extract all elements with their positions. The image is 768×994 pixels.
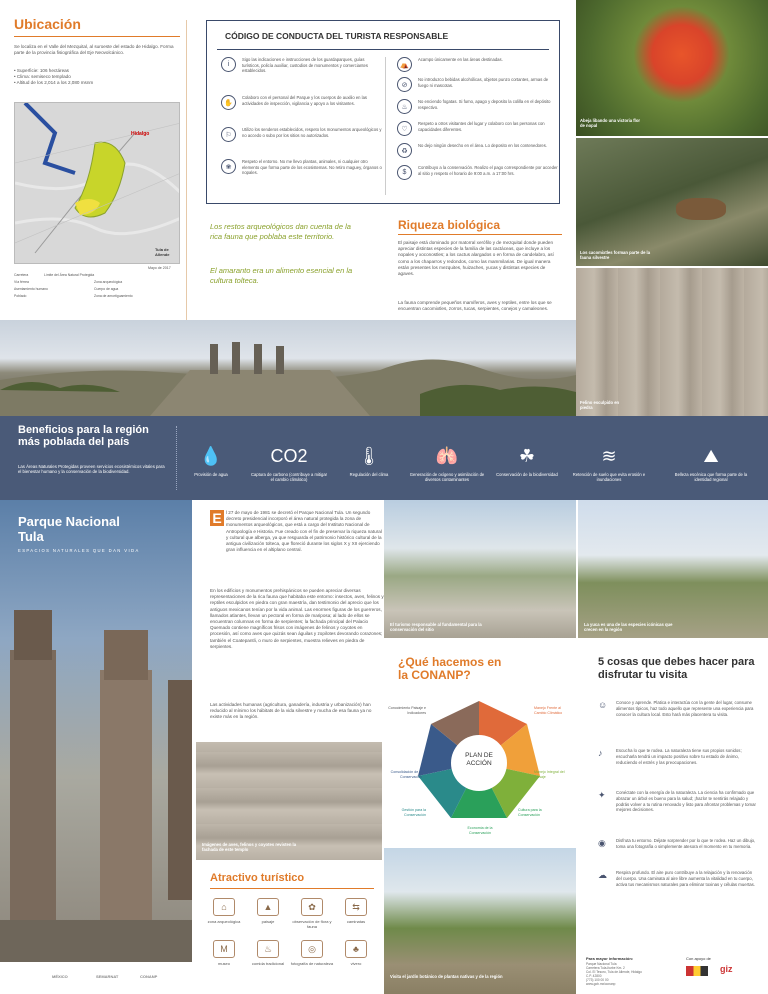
benefit-biodiversity-label: Conservación de la biodiversidad <box>496 472 558 477</box>
code-text-left-2: Colaboro con el personal del Parque y los cuerpos de auxilio en las actividades de inspección, vigilancia y apoyo a los visitantes. <box>242 95 368 106</box>
footer-partners: Con apoyo de <box>686 956 711 961</box>
five-item-4 <box>598 838 758 850</box>
quote-amaranth: El amaranto era un alimento esencial en la cultura tolteca. <box>210 266 353 285</box>
parque-p1: l 27 de mayo de 1981 se decretó el Parque Nacional Tula. Un segundo decreto presidencial incorporó el área natural protegida la zona de monumentos arqueológicos, que está a cargo del Instituto Nacional de Antropología e Historia. Fue creado con el fin de preservar la riqueza natural y cultural que alberga, ya que resguarda el patrimonio histórico cultural de la antigua civilización tolteca, que floreció durante los siglos X y XII ejerciendo gran influencia en el altiplano central. <box>226 510 382 553</box>
code-text-left-3: Utilizo los senderos establecidos, respeto los monumentos arqueológicos y no accedo o subo por los sitios no autorizados. <box>242 127 382 138</box>
cacomixtle-shape <box>676 198 726 220</box>
five-text-1: Conoce y aprende. Platica e interactúa con la gente del lugar, consume alimentos típicos, haz todo aquello que represente una experiencia para conocer la cultura local. Esto hará más placentera tu visita. <box>616 700 754 717</box>
code-item-left-3 <box>221 127 382 142</box>
five-item-3 <box>598 790 758 813</box>
photo-yucca <box>578 500 768 638</box>
bullet-surface: • Superficie: 106 hectáreas <box>14 68 69 73</box>
map-legend <box>14 272 180 312</box>
bullet-altitude: • Altitud de los 2,014 a los 2,080 msnm <box>14 80 94 86</box>
riqueza-p2: La fauna comprende pequeños mamíferos, aves y reptiles, entre los que se encuentran cacomixtles, zorros, tucas, serpientes, conejos y camaleones. <box>398 300 552 312</box>
ubicacion-bullets <box>14 68 182 87</box>
conanp-label-2: Manejo Frente al Cambio Climático <box>534 706 563 715</box>
attr-landscape-label: paisaje <box>261 919 275 924</box>
ubicacion-side-rule <box>186 20 187 320</box>
plant-icon: ❀ <box>221 159 236 174</box>
energy-icon: ✦ <box>598 790 606 800</box>
bullet-climate: • Clima: semiseco templado <box>14 74 71 80</box>
benefit-scenic <box>666 444 756 482</box>
five-item-1 <box>598 700 758 717</box>
code-text-right-2: No introduzco bebidas alcohólicas, objetos punzo cortantes, armas de fuego ni mascotas. <box>418 77 549 88</box>
code-of-conduct-box <box>206 20 560 204</box>
legend-buffer: Zona de amortiguamiento <box>94 294 133 298</box>
benefit-soil-label: Retención de suelo que evita erosión e inundaciones <box>572 472 646 483</box>
hiking-icon: ⇆ <box>345 898 367 916</box>
ubicacion-divider <box>14 36 180 37</box>
recycle-icon: ♻ <box>397 143 412 158</box>
benefit-soil <box>570 444 648 482</box>
five-text-5: Respira profundo. El aire puro contribuye a la relajación y la renovación del cuerpo. Una caminata al aire libre aumenta la vitalidad en tu cuerpo, activa tus mecanismos naturales para eliminar toxinas y células muertas. <box>616 870 755 887</box>
benefit-biodiversity <box>488 444 566 477</box>
photo-tourists <box>384 500 576 638</box>
code-item-left-4 <box>221 159 382 176</box>
legend-town: Poblado <box>14 294 27 298</box>
parque-subtitle: ESPACIOS NATURALES QUE DAN VIDA <box>18 548 140 553</box>
parque-title: Parque Nacional Tula <box>18 514 120 544</box>
pyramid-icon: ⌂ <box>213 898 235 916</box>
conanp-label-4: Cultura para la Conservación <box>518 808 542 817</box>
photo-feline-relief <box>576 268 768 416</box>
parque-dropcap: E <box>210 510 224 526</box>
legend-road: Carretera <box>14 273 29 277</box>
conanp-title: ¿Qué hacemos en la CONANP? <box>398 655 502 682</box>
photo-relief-wall <box>196 742 382 860</box>
benefits-text: Las Áreas Naturales Protegidas proveen servicios ecosistémicos vitales para el bienestar humano y la conservación de la biodiversidad. <box>18 464 165 475</box>
benefit-climate-label: Regulación del clima <box>349 472 389 477</box>
water-drop-icon: 💧 <box>199 446 223 466</box>
five-item-5 <box>598 870 758 887</box>
ear-icon: ♪ <box>598 748 603 758</box>
conanp-label-1: Conocimiento Paisaje e Indicadores <box>388 706 426 715</box>
code-item-right-5 <box>397 143 558 158</box>
map-city-label: Tula de Allende <box>155 247 170 257</box>
benefit-water <box>172 444 250 477</box>
logo-mexico: MÉXICO <box>52 974 68 979</box>
caption-garden: Visita el jardín botánico de plantas nativas y de la región <box>390 974 503 979</box>
attr-photography <box>290 940 334 966</box>
info-icon: i <box>221 57 236 72</box>
eye-icon: ◉ <box>598 838 606 848</box>
attr-archaeology <box>202 898 246 924</box>
attr-photography-label: fotografía de naturaleza <box>290 961 334 966</box>
photo-cactus-flower <box>576 0 768 136</box>
attr-flora-fauna-label: observación de flora y fauna <box>292 919 332 929</box>
legend-limit: Límite del Área Natural Protegida <box>44 273 95 277</box>
attr-museum-label: museo <box>217 961 230 966</box>
legend-water: Cuerpo de agua <box>94 287 119 291</box>
footer-info: Parque Nacional Tula Carretera Tula-Iturbe Km. 2 Col. El Tesoro, Tula de Allende, Hidalgo C.P. 42800 (773) 100 00 00 www.gob.mx/conanp <box>586 962 642 986</box>
five-text-4: Disfruta tu entorno. Déjate sorprender por lo que te rodea. Haz un dibujo, toma una fotografía o simplemente atesora el momento en tu memoria. <box>616 838 756 849</box>
thermometer-icon: 🌡 <box>357 446 381 466</box>
partner-flag-icon <box>686 966 708 976</box>
benefit-oxygen <box>408 444 486 482</box>
code-item-right-1 <box>397 57 558 72</box>
code-title: CÓDIGO DE CONDUCTA DEL TURISTA RESPONSABLE <box>225 31 449 41</box>
code-text-left-4: Respeto el entorno. No me llevo plantas, animales, ni cualquier otro elemento que forma parte de los ecosistemas. No retiro maguey, órganos o nopales. <box>242 159 382 176</box>
five-text-2: Escucha lo que te rodea. La naturaleza tiene sus propios sonidos; escucharla tendrá un impacto positivo sobre tu estado de ánimo, reduciendo el estrés y las preocupaciones. <box>616 748 742 765</box>
plant-nursery-icon: ♣ <box>345 940 367 958</box>
caption-cacomixtle: Los cacomixtles forman parte de la fauna silvestre <box>580 250 651 260</box>
lungs-icon: 🫁 <box>435 446 459 466</box>
code-item-left-1 <box>221 57 382 74</box>
conanp-label-6: Gestión para la Conservación <box>401 808 426 817</box>
attr-nursery-label: vivero <box>350 961 362 966</box>
food-icon: ♨ <box>257 940 279 958</box>
legend-archaeological: Zona arqueológica <box>94 280 123 284</box>
benefit-carbon-label: Captura de carbono (contribuye a mitigar el cambio climático) <box>250 472 328 483</box>
code-text-left-1: Sigo las indicaciones e instrucciones de los guardaparques, guías turísticos, policía auxiliar, custodios de monumentos y comerciantes establecidos. <box>242 57 368 74</box>
atractivo-divider <box>210 888 374 889</box>
attr-nursery <box>334 940 378 966</box>
partner-logos <box>686 964 756 984</box>
quote-fauna: Los restos arqueológicos dan cuenta de la rica fauna que poblaba este territorio. <box>210 222 351 241</box>
conanp-label-7: Consolidación de la Conservación <box>390 770 422 779</box>
attr-hiking <box>334 898 378 924</box>
photo-botanical-garden <box>384 848 576 994</box>
photo-tula-ruins <box>0 320 576 416</box>
attr-landscape <box>246 898 290 924</box>
fire-icon: ♨ <box>397 99 412 114</box>
ubicacion-title: Ubicación <box>14 16 81 32</box>
attr-flora-fauna <box>290 898 334 929</box>
payment-icon: $ <box>397 165 412 180</box>
attr-archaeology-label: zona arqueológica <box>207 919 241 924</box>
caption-tourism: El turismo responsable al fundamental para la conservación del sitio <box>390 622 482 632</box>
five-item-2 <box>598 748 758 765</box>
ubicacion-intro: Se localiza en el Valle del Mezquital, al suroeste del estado de Hidalgo. Forma parte de la provincia fisiográfica del Eje Neovolcánico. <box>14 44 174 56</box>
code-text-right-4: Respeto a otros visitantes del lugar y colaboro con las personas con capacidades diferentes. <box>418 121 545 132</box>
map-graphic <box>15 103 180 264</box>
plan-center-label: PLAN DE ACCIÓN <box>465 752 493 767</box>
camping-icon: ⛺ <box>397 57 412 72</box>
legend-settlement: Asentamiento humano <box>14 287 48 291</box>
benefit-scenic-label: Belleza escénica que forma parte de la identidad regional <box>674 472 748 483</box>
camera-icon: ◎ <box>301 940 323 958</box>
benefits-band <box>0 416 768 500</box>
photo-cacomixtle <box>576 138 768 266</box>
leaf-icon: ☘ <box>518 446 536 466</box>
conanp-label-5: Economía de la Conservación <box>467 826 493 835</box>
photo-atlantes <box>0 500 192 962</box>
attr-food-label: comida tradicional <box>251 961 285 966</box>
cinco-title: 5 cosas que debes hacer para disfrutar tu visita <box>598 656 755 681</box>
atractivo-title: Atractivo turístico <box>210 872 305 884</box>
waves-icon: ≋ <box>601 446 617 466</box>
heart-icon: ♡ <box>397 121 412 136</box>
riqueza-divider <box>398 234 562 235</box>
map-date: Mayo de 2017 <box>148 266 171 270</box>
caption-relief: Imágenes de aves, felinos y coyotes revisten la fachada de este templo <box>202 842 297 852</box>
conanp-label-3: Manejo Integral del Paisaje <box>534 770 565 779</box>
benefit-oxygen-label: Generación de oxígeno y asimilación de diversos contaminantes <box>409 472 485 483</box>
location-map <box>14 102 180 264</box>
attr-food <box>246 940 290 966</box>
attr-museum <box>202 940 246 966</box>
benefit-carbon <box>250 444 328 482</box>
caption-yucca: La yuca es una de las especies icónicas que crecen en la región <box>584 622 673 632</box>
co2-icon: CO2 <box>270 446 308 466</box>
code-text-right-1: Acampo únicamente en las áreas destinadas. <box>418 57 503 62</box>
mountain-icon: ▲ <box>257 898 279 916</box>
atlantes-graphic <box>0 500 192 962</box>
caption-bee: Abeja libando una victoria flor de nopal <box>580 118 641 128</box>
parque-p3: Las actividades humanas (agricultura, ganadería, industria y urbanización) han reducido al mínimo los hábitats de la vida silvestre y mucha de esa fauna ya no existe más en la región. <box>210 702 372 720</box>
five-text-3: Conéctate con la energía de la naturaleza. La ciencia ha confirmado que abrazar un árbol es bueno para la salud; ¡hazlo! te sentirás relajado y podrás volver a tu rutina renovado y listo para afrontar problemas y tomar mejores decisiones. <box>616 790 756 813</box>
riqueza-p1: El paisaje está dominado por matorral xerófilo y de mezquital donde pueden apreciar distintas especies de la familia de las cactáceas, que incluye a los nopales y xoconostles; a los cactus alargados o en forma de candelabro, así como a los chaparros y redondos, como las mammilarias. De igual manera están presentes los mezquites, huizaches, yucas y distintas especies de agaves. <box>398 240 554 277</box>
benefit-climate <box>330 444 408 477</box>
code-item-left-2 <box>221 95 382 110</box>
legend-rail: Vía férrea <box>14 280 29 284</box>
logo-semarnat: SEMARNAT <box>96 974 119 979</box>
benefit-water-label: Provisión de agua <box>194 472 228 477</box>
footer-info-title: Para mayor información: <box>586 956 634 961</box>
giz-logo-icon: giz <box>720 964 733 974</box>
attr-hiking-label: caminatas <box>346 919 366 924</box>
path-icon: ⚐ <box>221 127 236 142</box>
code-item-right-2 <box>397 77 558 92</box>
caption-feline: Felino esculpido en piedra <box>580 400 620 410</box>
prohibited-icon: ⊘ <box>397 77 412 92</box>
ruins-graphic <box>0 320 576 416</box>
landscape-icon: ⛰ <box>703 446 719 466</box>
flower-icon: ✿ <box>301 898 323 916</box>
museum-icon: M <box>213 940 235 958</box>
code-title-rule <box>217 49 549 50</box>
hand-icon: ✋ <box>221 95 236 110</box>
breath-icon: ☁ <box>598 870 607 880</box>
code-text-right-6: Contribuyo a la conservación. Realizo el pago correspondiente por acceder al sitio y respeto el horario de 9:00 a.m. a 17:00 hrs. <box>418 165 558 176</box>
code-item-right-6 <box>397 165 558 180</box>
code-text-right-3: No enciendo fogatas. Si fumo, apago y deposito la colilla en el depósito respectivo. <box>418 99 551 110</box>
code-item-right-3 <box>397 99 558 114</box>
code-item-right-4 <box>397 121 558 136</box>
map-state-label: Hidalgo <box>131 131 150 137</box>
benefits-title: Beneficios para la región más poblada del país <box>18 424 149 448</box>
riqueza-title: Riqueza biológica <box>398 218 501 232</box>
code-text-right-5: No dejo ningún desecho en el área. Lo deposito en los contenedores. <box>418 143 547 148</box>
people-icon: ☺ <box>598 700 608 710</box>
parque-p2: En los edificios y monumentos prehispánicos se pueden apreciar diversas representaciones de la rica fauna que habitaba este entorno: insectos, aves, felinos y reptiles esculpidos en piedra con gran maestría, dan testimonio del aprecio que los antiguos mexicanos tenían por la vida animal. Las enormes figuras de los guerreros, llamados atlantes, llevan un pectoral en forma de mariposa; al lado de ellos se encuentran columnas en forma de serpientes; la fachada principal del Palacio Quemado contiene magníficos frisos con imágenes de felinos y coyotes en procesión, así como aves que quizás sean águilas y zopilotes devorando corazones; también el Coatepantli, o muro de serpientes, muestra relieves en piedra de serpientes. <box>210 588 384 649</box>
logo-conanp: CONANP <box>140 974 158 979</box>
code-middle-rule <box>385 57 386 195</box>
